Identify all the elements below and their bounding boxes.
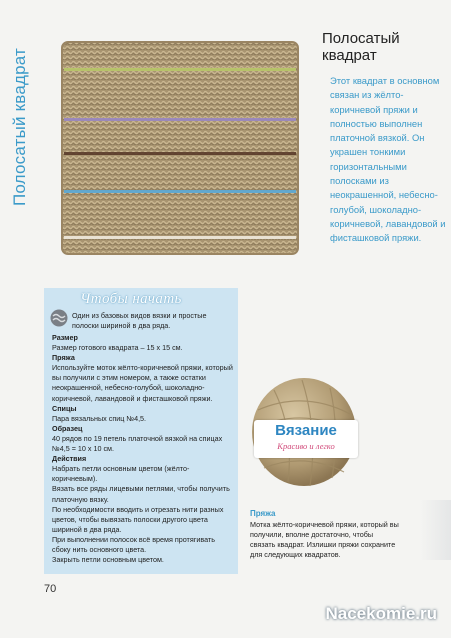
- info-box-intro-line: Один из базовых видов вязки и простые полоски шириной в два ряда.: [72, 311, 207, 330]
- section-heading: Действия: [52, 454, 87, 464]
- knitted-square-image: [60, 40, 300, 256]
- section-line: Закрыть петли основным цветом.: [52, 555, 164, 565]
- intro-text: Этот квадрат в основном связан из жёлто-коричневой пряжи и полностью выполнен платочной вязкой. Он украшен тонкими горизонтальными полосками из неокрашенной, небесно-голубой, шоколадно-коричневой, лавандовой и фисташковой пряжи.: [330, 75, 446, 244]
- yarn-caption: Мотка жёлто-коричневой пряжи, который вы получили, вполне достаточно, чтобы связать квадрат. Излишки пряжи сохраните для следующих квадратов.: [250, 520, 399, 559]
- section-line: По необходимости вводить и отрезать нити разных цветов, чтобы вывязать полоски другого цвета шириной в два ряда.: [52, 504, 224, 534]
- section-line: Вязать все ряды лицевыми петлями, чтобы получить платочную вязку.: [52, 484, 230, 504]
- section-line: 40 рядов по 19 петель платочной вязкой на спицах №4,5 = 10 х 10 см.: [52, 433, 223, 454]
- yarn-caption-title: Пряжа: [250, 509, 276, 518]
- stitch-icon: [50, 309, 68, 327]
- info-box-body: [52, 333, 234, 565]
- page-edge-shadow: [420, 500, 451, 560]
- watermark: Nacekomie.ru: [325, 604, 437, 623]
- section-heading: Образец: [52, 423, 83, 433]
- yarn-brand: Вязание: [275, 422, 337, 439]
- section-heading: Спицы: [52, 403, 77, 413]
- yarn-subtitle: Красиво и легко: [277, 441, 335, 451]
- page-number: 70: [44, 583, 57, 595]
- section-line: Используйте моток жёлто-коричневой пряжи, который вы получили с этим номером, а также остатки неокрашенной, небесно-голубой, шоколадно-коричневой, лавандовой и фисташковой пряжи.: [52, 363, 233, 403]
- section-heading: Размер: [52, 333, 78, 342]
- section-heading: Пряжа: [52, 353, 75, 363]
- section-line: Пара вязальных спиц №4,5.: [52, 413, 147, 423]
- side-title: Полосатый квадрат: [10, 47, 30, 207]
- section-line: Набрать петли основным цветом (жёлто-коричневым).: [52, 464, 190, 484]
- info-box-title: Чтобы начать: [80, 291, 182, 307]
- section-line: При выполнении полосок всё время протягивать сбоку нить основного цвета.: [52, 534, 215, 554]
- yarn-label: [254, 420, 358, 458]
- section-line: Размер готового квадрата – 15 х 15 см.: [52, 343, 183, 353]
- intro-title: Полосатый квадрат: [322, 30, 400, 64]
